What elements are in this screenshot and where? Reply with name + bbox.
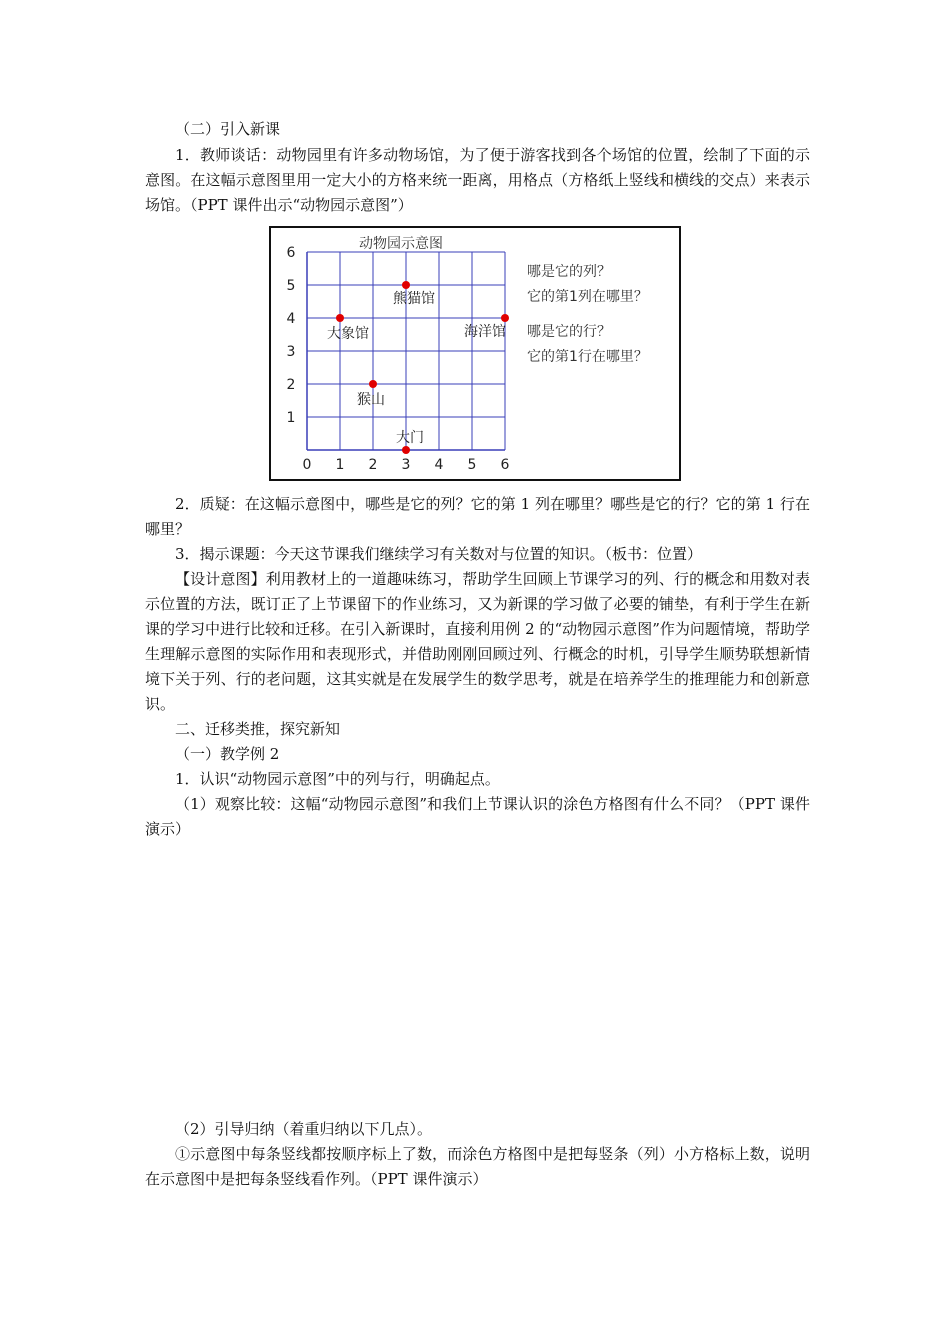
question-3: 哪是它的行？ <box>527 324 611 340</box>
paragraph-question: 2．质疑：在这幅示意图中，哪些是它的列？它的第 1 列在哪里？哪些是它的行？它的第 1 行在哪里？ <box>145 495 810 538</box>
question-4: 它的第1行在哪里？ <box>527 349 648 365</box>
y-tick-label: 6 <box>286 245 296 261</box>
y-tick-label: 5 <box>286 278 296 294</box>
location-label: 大象馆 <box>327 326 369 342</box>
y-tick-label: 2 <box>286 377 296 393</box>
paragraph-observe: （1）观察比较：这幅“动物园示意图”和我们上节课认识的涂色方格图有什么不同？（PPT 课件演示） <box>145 795 810 838</box>
x-tick-label: 3 <box>401 457 411 473</box>
location-label: 熊猫馆 <box>393 291 435 307</box>
location-point <box>336 314 344 322</box>
paragraph-point-1: ①示意图中每条竖线都按顺序标上了数，而涂色方格图中是把每竖条（列）小方格标上数，说明在示意图中是把每条竖线看作列。（PPT 课件演示） <box>145 1145 810 1188</box>
x-tick-label: 5 <box>467 457 477 473</box>
y-tick-label: 4 <box>286 311 296 327</box>
location-label: 大门 <box>396 430 424 446</box>
locations <box>327 281 509 454</box>
paragraph-summarize: （2）引导归纳（着重归纳以下几点）。 <box>175 1120 433 1138</box>
question-1: 哪是它的列？ <box>527 264 611 280</box>
question-list <box>527 264 648 365</box>
x-tick-label: 4 <box>434 457 444 473</box>
location-point <box>501 314 509 322</box>
location-point <box>402 281 410 289</box>
x-tick-label: 6 <box>500 457 510 473</box>
x-tick-label: 2 <box>368 457 378 473</box>
x-tick-label: 1 <box>335 457 345 473</box>
question-2: 它的第1列在哪里？ <box>527 289 648 305</box>
zoo-map-figure <box>269 226 681 481</box>
paragraph-topic: 3．揭示课题：今天这节课我们继续学习有关数对与位置的知识。（板书：位置） <box>175 545 703 563</box>
paragraph-design-intent: 【设计意图】利用教材上的一道趣味练习，帮助学生回顾上节课学习的列、行的概念和用数对表示位置的方法，既订正了上节课留下的作业练习，又为新课的学习做了必要的铺垫，有利于学生在新课的学习中进行比较和迁移。在引入新课时，直接利用例 2 的“动物园示意图”作为问题情境，帮助学生理解示意图的实际作用和表现形式，并借助刚刚回顾过列、行概念的时机，引导学生顺势联想新情境下关于列、行的老问题，这其实就是在发展学生的数学思考，就是在培养学生的推理能力和创新意识。 <box>145 570 810 713</box>
zoo-map-svg <box>271 228 679 479</box>
location-point <box>369 380 377 388</box>
figure-title: 动物园示意图 <box>359 236 443 252</box>
paragraph-teacher-talk: 1．教师谈话：动物园里有许多动物场馆，为了便于游客找到各个场馆的位置，绘制了下面的示意图。在这幅示意图里用一定大小的方格来统一距离，用格点（方格纸上竖线和横线的交点）来表示场馆。（PPT 课件出示“动物园示意图”） <box>145 146 810 214</box>
y-tick-label: 1 <box>286 410 296 426</box>
y-tick-label: 3 <box>286 344 296 360</box>
x-tick-label: 0 <box>302 457 312 473</box>
section-heading-example: （一）教学例 2 <box>175 745 280 763</box>
paragraph-identify: 1．认识“动物园示意图”中的列与行，明确起点。 <box>175 770 500 788</box>
section-heading-explore: 二、迁移类推，探究新知 <box>175 720 341 738</box>
location-label: 海洋馆 <box>464 324 506 340</box>
location-label: 猴山 <box>357 392 385 408</box>
location-point <box>402 446 410 454</box>
section-heading-new-lesson: （二）引入新课 <box>175 120 281 138</box>
